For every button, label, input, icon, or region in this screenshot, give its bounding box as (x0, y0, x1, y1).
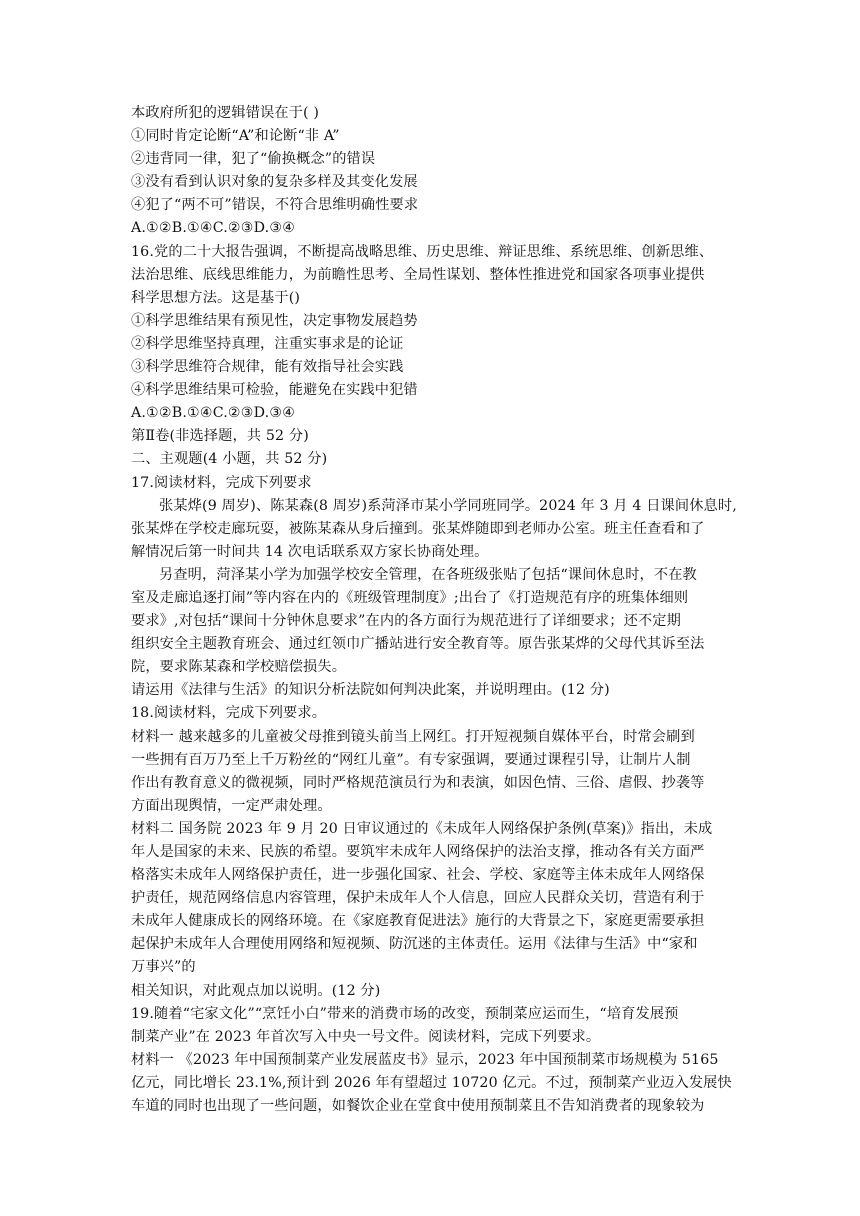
text-line: 万事兴”的 (131, 959, 196, 976)
text-line: 材料一 越来越多的儿童被父母推到镜头前当上网红。打开短视频自媒体平台，时常会刷到 (131, 728, 695, 745)
text-line: 要求》,对包括“课间十分钟休息要求”在内的各方面行为规范进行了详细要求；还不定期 (131, 613, 681, 630)
text-line: 解情况后第一时间共 14 次电话联系双方家长协商处理。 (131, 543, 489, 560)
text-line: 材料二 国务院 2023 年 9 月 20 日审议通过的《未成年人网络保护条例(草案)》指出，未成 (131, 820, 713, 837)
text-line: 格落实未成年人网络保护责任，进一步强化国家、社会、学校、家庭等主体未成年人网络保 (131, 867, 705, 884)
text-line: 18.阅读材料，完成下列要求。 (131, 705, 327, 722)
text-line: 室及走廊追逐打闹”等内容在内的《班级管理制度》;出台了《打造规范有序的班集体细则 (131, 589, 689, 606)
text-line: 另查明，菏泽某小学为加强学校安全管理，在各班级张贴了包括“课间休息时，不在教 (159, 566, 697, 583)
text-line: 16.党的二十大报告强调，不断提高战略思维、历史思维、辩证思维、系统思维、创新思维、 (131, 243, 714, 260)
text-line: 张某烨(9 周岁)、陈某森(8 周岁)系菏泽市某小学同班同学。2024 年 3 月 4 日课间休息时, (159, 497, 737, 514)
text-line: 起保护未成年人合理使用网络和短视频、防沉迷的主体责任。运用《法律与生活》中“家和 (131, 936, 698, 953)
text-line: ③没有看到认识对象的复杂多样及其变化发展 (131, 174, 418, 191)
text-line: ②违背同一律，犯了“偷换概念”的错误 (131, 151, 376, 168)
text-line: 年人是国家的未来、民族的希望。要筑牢未成年人网络保护的法治支撑，推动各有关方面严 (131, 844, 705, 860)
text-line: 17.阅读材料，完成下列要求 (131, 474, 312, 491)
text-line: ③科学思维符合规律，能有效指导社会实践 (131, 359, 404, 376)
text-line: 未成年人健康成长的网络环境。在《家庭教育促进法》施行的大背景之下，家庭更需要承担 (131, 913, 705, 930)
text-line: 制菜产业”在 2023 年首次写入中央一号文件。阅读材料，完成下列要求。 (131, 1028, 601, 1045)
text-line: 方面出现舆情，一定严肃处理。 (131, 797, 332, 814)
text-line: 二、主观题(4 小题，共 52 分) (131, 451, 328, 468)
text-line: ②科学思维坚持真理，注重实事求是的论证 (131, 335, 404, 352)
text-line: 院，要求陈某森和学校赔偿损失。 (131, 659, 347, 676)
text-line: A.①②B.①④C.②③D.③④ (131, 220, 296, 237)
text-line: 组织安全主题教育班会、通过红领巾广播站进行安全教育等。原告张某烨的父母代其诉至法 (131, 636, 705, 653)
text-line: 车道的同时也出现了一些问题，如餐饮企业在堂食中使用预制菜且不告知消费者的现象较为 (131, 1098, 705, 1115)
text-line: 相关知识，对此观点加以说明。(12 分) (131, 982, 381, 999)
text-line: ①同时肯定论断“A”和论断“非 A” (131, 128, 340, 145)
text-line: A.①②B.①④C.②③D.③④ (131, 405, 296, 422)
text-line: 一些拥有百万乃至上千万粉丝的“网红儿童”。有专家强调，要通过课程引导，让制片人制 (131, 751, 691, 768)
text-line: ①科学思维结果有预见性，决定事物发展趋势 (131, 312, 418, 329)
text-line: 亿元，同比增长 23.1%,预计到 2026 年有望超过 10720 亿元。不过，预制菜产业迈入发展快 (131, 1074, 732, 1091)
text-line: 护责任，规范网络信息内容管理，保护未成年人个人信息，回应人民群众关切，营造有利于 (131, 890, 705, 907)
text-line: ④科学思维结果可检验，能避免在实践中犯错 (131, 382, 418, 399)
text-line: 请运用《法律与生活》的知识分析法院如何判决此案，并说明理由。(12 分) (131, 682, 610, 699)
text-line: 张某烨在学校走廊玩耍，被陈某森从身后撞到。张某烨随即到老师办公室。班主任查看和了 (131, 520, 705, 537)
text-line: 法治思维、底线思维能力，为前瞻性思考、全局性谋划、整体性推进党和国家各项事业提供 (131, 266, 705, 283)
text-line: 材料一 《2023 年中国预制菜产业发展蓝皮书》显示，2023 年中国预制菜市场规模为 5165 (131, 1051, 719, 1068)
text-line: 本政府所犯的逻辑错误在于( ) (131, 105, 320, 121)
document-body (131, 102, 737, 1118)
text-line: 科学思想方法。这是基于() (131, 289, 301, 306)
text-line: ④犯了“两不可”错误，不符合思维明确性要求 (131, 197, 419, 214)
text-line: 19.随着“宅家文化”“烹饪小白”带来的消费市场的改变，预制菜应运而生，“培育发展预 (131, 1005, 679, 1022)
text-line: 作出有教育意义的微视频，同时严格规范演员行为和表演，如因色情、三俗、虐假、抄袭等 (131, 774, 705, 791)
text-line: 第Ⅱ卷(非选择题，共 52 分) (131, 428, 309, 445)
